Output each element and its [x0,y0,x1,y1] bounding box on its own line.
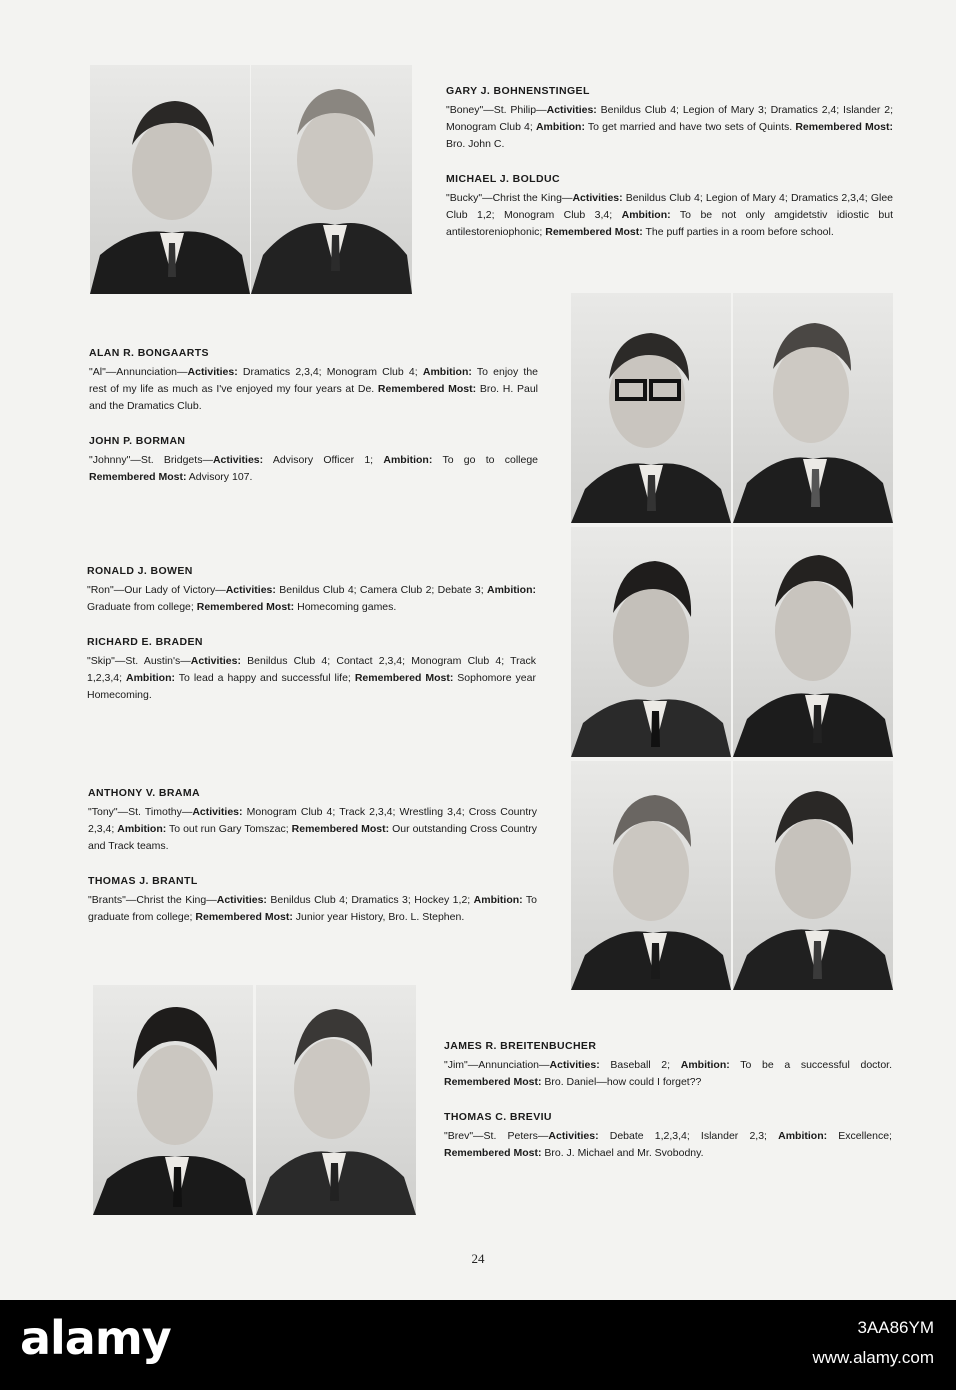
student-portrait-photo [571,293,731,523]
watermark-footer [0,1300,956,1390]
student-name: ALAN R. BONGAARTS [89,347,209,359]
student-name: JAMES R. BREITENBUCHER [444,1040,597,1052]
student-description: "Tony"—St. Timothy—Activities: Monogram Club 4; Track 2,3,4; Wrestling 3,4; Cross Country 2,3,4; Ambition: To out run Gary Tomszac; Remembered Most: Our outstanding Cross Country and Track teams. [88,806,538,852]
student-name: GARY J. BOHNENSTINGEL [446,85,590,97]
student-name: THOMAS J. BRANTL [88,875,198,887]
student-description: "Bucky"—Christ the King—Activities: Benildus Club 4; Legion of Mary 4; Dramatics 2,3,4; Glee Club 1,2; Monogram Club 3,4; Ambition: To be not only amgidetstiv idiostic but antilestoreniophonic; Remembered Most: The puff parties in a room before school. [446,192,894,238]
site-url: www.alamy.com [812,1348,934,1367]
student-name: THOMAS C. BREVIU [444,1111,552,1123]
student-bio-group [87,565,536,724]
student-description: "Skip"—St. Austin's—Activities: Benildus Club 4; Contact 2,3,4; Monogram Club 4; Track 1,2,3,4; Ambition: To lead a happy and successful life; Remembered Most: Sophomore year Homecoming. [87,655,536,701]
student-description: "Ron"—Our Lady of Victory—Activities: Benildus Club 4; Camera Club 2; Debate 3; Ambition: Graduate from college; Remembered Most: Homecoming games. [87,584,536,613]
student-portrait-photo [93,985,253,1215]
page-number: 24 [471,1251,485,1266]
student-portrait-photo [571,761,731,990]
student-portrait-photo [90,65,250,294]
student-bio-group [444,1040,892,1182]
student-bio-group [446,85,893,261]
student-name: RONALD J. BOWEN [87,565,193,577]
student-name: ANTHONY V. BRAMA [88,787,200,799]
student-name: MICHAEL J. BOLDUC [446,173,560,185]
student-description: "Brev"—St. Peters—Activities: Debate 1,2,3,4; Islander 2,3; Ambition: Excellence; Remembered Most: Bro. J. Michael and Mr. Svobodny. [444,1130,892,1159]
student-description: "Brants"—Christ the King—Activities: Benildus Club 4; Dramatics 3; Hockey 1,2; Ambition: To graduate from college; Remembered Most: Junior year History, Bro. L. Stephen. [88,894,538,923]
student-portrait-photo [733,761,893,990]
student-description: "Boney"—St. Philip—Activities: Benildus Club 4; Legion of Mary 3; Dramatics 2,4; Islander 2; Monogram Club 4; Ambition: To get married and have two sets of Quints. Remembered Most: Bro. John C. [446,104,894,150]
student-portrait-photo [733,293,893,523]
student-bio-group [89,347,538,506]
student-portrait-photo [256,985,416,1215]
student-description: "Johnny"—St. Bridgets—Activities: Advisory Officer 1; Ambition: To go to college Remembered Most: Advisory 107. [89,454,539,483]
student-description: "Jim"—Annunciation—Activities: Baseball 2; Ambition: To be a successful doctor. Remembered Most: Bro. Daniel—how could I forget?? [444,1059,893,1088]
student-description: "Al"—Annunciation—Activities: Dramatics 2,3,4; Monogram Club 4; Ambition: To enjoy the rest of my life as much as I've enjoyed my four years at De. Remembered Most: Bro. H. Paul and the Dramatics Club. [89,366,539,412]
image-id: 3AA86YM [857,1318,934,1337]
student-bio-group [88,787,537,946]
student-portrait-photo [733,527,893,757]
student-name: RICHARD E. BRADEN [87,636,203,648]
student-portrait-photo [251,65,412,294]
alamy-logo: alamy [20,1311,171,1365]
student-name: JOHN P. BORMAN [89,435,186,447]
student-portrait-photo [571,527,731,757]
